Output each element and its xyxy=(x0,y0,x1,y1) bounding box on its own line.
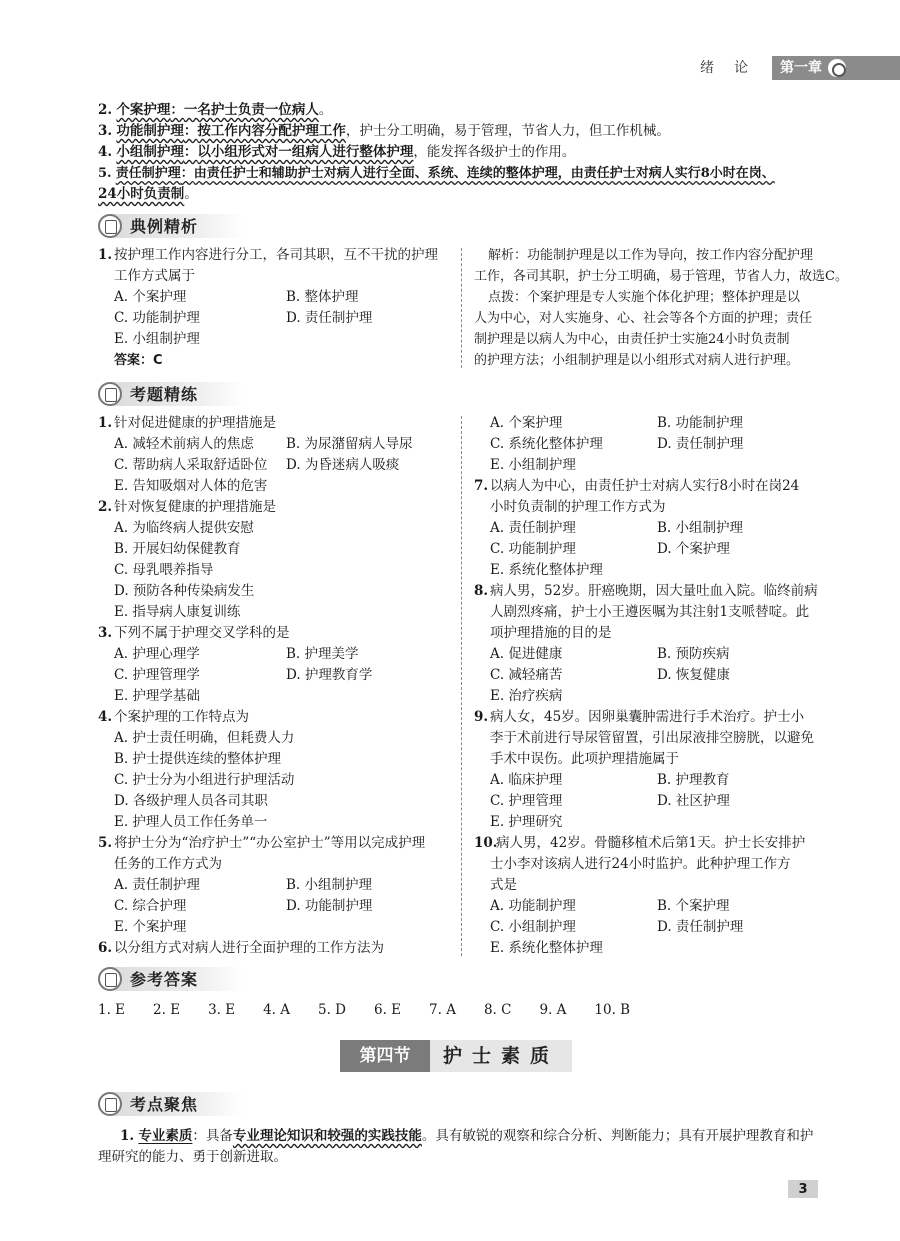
answer-item: 9. A xyxy=(539,1002,567,1018)
option: C. 护理管理学 xyxy=(114,667,200,683)
header-chapter-tab xyxy=(772,56,900,80)
option-row xyxy=(474,644,824,665)
option: E. 个案护理 xyxy=(114,919,187,935)
answer-item: 8. C xyxy=(483,1002,512,1018)
running-header xyxy=(700,56,900,80)
example-analysis: 解析：功能制护理是以工作为导向，按工作内容分配护理 工作，各司其职，护士分工明确，易于管理，节省人力，故选C。 点拨：个案护理是专人实施个体化护理；整体护理是以 人为中心，对人实施身、心、社会等各个方面的护理；责任 制护理是以病人为中心，由责任护士实施24小时负责制 的护理方法；小组制护理是以小组形式对病人进行护理。 xyxy=(474,248,848,368)
option: A. 减轻术前病人的焦虑 xyxy=(114,436,254,452)
option-row xyxy=(474,518,824,539)
option: E. 系统化整体护理 xyxy=(490,940,603,956)
keypoints-heading: 考点聚焦 xyxy=(98,1092,244,1116)
option: C. 功能制护理 xyxy=(490,541,576,557)
answers-heading: 参考答案 xyxy=(98,967,244,991)
option: E. 护理学基础 xyxy=(114,688,200,704)
practice-left-column xyxy=(98,413,458,959)
chapter-logo-icon xyxy=(828,59,846,77)
option: A. 责任制护理 xyxy=(490,520,576,536)
example-heading: 典例精析 xyxy=(98,214,244,238)
option-row xyxy=(98,896,458,917)
option-row xyxy=(474,665,824,686)
option-row xyxy=(474,770,824,791)
option: A. 临床护理 xyxy=(490,772,563,788)
option: D. 个案护理 xyxy=(657,541,730,557)
option: E. 告知吸烟对人体的危害 xyxy=(114,478,268,494)
column-divider xyxy=(461,416,462,956)
answer-item: 3. E xyxy=(208,1002,236,1018)
answer-item: 7. A xyxy=(429,1002,456,1018)
keypoint-item-1: 1. 专业素质：具备专业理论知识和较强的实践技能。具有敏锐的观察和综合分析、判断能力；具有开展护理教育和护 xyxy=(120,1128,814,1144)
option: B. 个案护理 xyxy=(657,898,730,914)
option: E. 指导病人康复训练 xyxy=(114,604,241,620)
header-chapter-label: 第一章 xyxy=(780,59,822,76)
intro-term: 个案护理 xyxy=(116,102,171,118)
question-stem-cont: 任务的工作方式为 xyxy=(114,856,222,872)
option: D. 为昏迷病人吸痰 xyxy=(286,457,400,473)
option: E. 护理人员工作任务单一 xyxy=(114,814,268,830)
option: B. 功能制护理 xyxy=(657,415,744,431)
option: D. 责任制护理 xyxy=(657,919,744,935)
option: A. 护士责任明确，但耗费人力 xyxy=(114,730,295,746)
question-stem-cont: 项护理措施的目的是 xyxy=(490,625,612,641)
question-stem: 7. 以病人为中心，由责任护士对病人实行8小时在岗24 xyxy=(474,478,800,494)
option-row xyxy=(474,896,824,917)
option: B. 护理教育 xyxy=(657,772,730,788)
practice-right-column xyxy=(474,413,824,959)
option: C. 护士分为小组进行护理活动 xyxy=(114,772,295,788)
option-row xyxy=(98,875,458,896)
keypoint-item-1-cont: 理研究的能力、勇于创新进取。 xyxy=(98,1149,287,1165)
option: C. 综合护理 xyxy=(114,898,187,914)
option-row xyxy=(474,791,824,812)
answer-item: 5. D xyxy=(318,1002,347,1018)
option: D. 责任制护理 xyxy=(657,436,744,452)
column-divider xyxy=(461,248,462,368)
question-stem-cont: 式是 xyxy=(490,877,517,893)
option: D. 恢复健康 xyxy=(657,667,730,683)
answer-item: 10. B xyxy=(594,1002,631,1018)
option-row xyxy=(474,539,824,560)
question-stem: 1. 针对促进健康的护理措施是 xyxy=(98,415,276,431)
option: C. 减轻痛苦 xyxy=(490,667,563,683)
option: B. 小组制护理 xyxy=(657,520,744,536)
answer-item: 2. E xyxy=(153,1002,181,1018)
header-section-title: 绪论 xyxy=(700,59,768,76)
option: D. 功能制护理 xyxy=(286,898,373,914)
option: B. 为尿潴留病人导尿 xyxy=(286,436,413,452)
option: A. 个案护理 xyxy=(490,415,563,431)
note-badge-icon xyxy=(98,1092,122,1116)
option-row xyxy=(98,644,458,665)
option-row xyxy=(98,455,458,476)
option: A. 护理心理学 xyxy=(114,646,200,662)
option: B. 开展妇幼保健教育 xyxy=(114,541,241,557)
option: D. 预防各种传染病发生 xyxy=(114,583,255,599)
intro-item-4: 4. 小组制护理：以小组形式对一组病人进行整体护理，能发挥各级护士的作用。 xyxy=(98,144,576,160)
option: C. 系统化整体护理 xyxy=(490,436,603,452)
intro-item-5: 5. 责任制护理：由责任护士和辅助护士对病人进行全面、系统、连续的整体护理，由责任护士对病人实行8小时在岗、 xyxy=(98,166,775,181)
option: A. 为临终病人提供安慰 xyxy=(114,520,254,536)
question-stem: 6. 以分组方式对病人进行全面护理的工作方法为 xyxy=(98,940,384,956)
question-stem: 10.病人男，42岁。骨髓移植术后第1天。护士长安排护 xyxy=(474,835,806,851)
question-stem: 9. 病人女，45岁。因卵巢囊肿需进行手术治疗。护士小 xyxy=(474,709,805,725)
intro-item-2: 2. 个案护理：一名护士负责一位病人。 xyxy=(98,102,333,118)
option-row xyxy=(98,434,458,455)
question-stem: 5. 将护士分为“治疗护士”“办公室护士”等用以完成护理 xyxy=(98,835,426,851)
note-badge-icon xyxy=(98,382,122,406)
question-stem-cont: 士小李对该病人进行24小时监护。此种护理工作方 xyxy=(490,856,791,872)
section-number: 第四节 xyxy=(340,1040,430,1072)
option: E. 系统化整体护理 xyxy=(490,562,603,578)
option: A. 责任制护理 xyxy=(114,877,200,893)
option: E. 护理研究 xyxy=(490,814,563,830)
option: C. 母乳喂养指导 xyxy=(114,562,214,578)
section-banner xyxy=(340,1040,572,1072)
option-row xyxy=(474,434,824,455)
option: D. 护理教育学 xyxy=(286,667,373,683)
option-row xyxy=(98,665,458,686)
intro-item-3: 3. 功能制护理：按工作内容分配护理工作，护士分工明确，易于管理，节省人力，但工作机械。 xyxy=(98,123,670,139)
section-title: 护士素质 xyxy=(430,1040,572,1072)
option: B. 小组制护理 xyxy=(286,877,373,893)
question-stem-cont: 小时负责制的护理工作方式为 xyxy=(490,499,666,515)
question-stem-cont: 手术中误伤。此项护理措施属于 xyxy=(490,751,679,767)
example-question: 1. 按护理工作内容进行分工，各司其职，互不干扰的护理 工作方式属于 A. 个案护理 B. 整体护理 C. 功能制护理 D. 责任制护理 E. 小组制护理 答案：C xyxy=(98,245,458,371)
question-stem: 3. 下列不属于护理交叉学科的是 xyxy=(98,625,290,641)
note-badge-icon xyxy=(98,214,122,238)
note-badge-icon xyxy=(98,967,122,991)
option: C. 帮助病人采取舒适卧位 xyxy=(114,457,268,473)
option: A. 促进健康 xyxy=(490,646,563,662)
question-stem: 8. 病人男，52岁。肝癌晚期，因大量吐血入院。临终前病 xyxy=(474,583,818,599)
practice-heading: 考题精练 xyxy=(98,382,244,406)
answer-item: 4. A xyxy=(263,1002,291,1018)
question-stem-cont: 李于术前进行导尿管留置，引出尿液排空膀胱，以避免 xyxy=(490,730,814,746)
option-row xyxy=(474,413,824,434)
option: C. 小组制护理 xyxy=(490,919,576,935)
question-stem: 2. 针对恢复健康的护理措施是 xyxy=(98,499,276,515)
answer-key xyxy=(98,1000,658,1021)
option: B. 护士提供连续的整体护理 xyxy=(114,751,282,767)
intro-item-5-cont: 24小时负责制。 xyxy=(98,186,198,202)
option: D. 各级护理人员各司其职 xyxy=(114,793,268,809)
question-stem-cont: 人剧烈疼痛，护士小王遵医嘱为其注射1支哌替啶。此 xyxy=(490,604,810,620)
option: B. 护理美学 xyxy=(286,646,359,662)
page-number: 3 xyxy=(788,1180,818,1198)
option: A. 功能制护理 xyxy=(490,898,576,914)
question-stem: 4. 个案护理的工作特点为 xyxy=(98,709,249,725)
answer-item: 6. E xyxy=(374,1002,402,1018)
option: D. 社区护理 xyxy=(657,793,730,809)
answer-item: 1. E xyxy=(98,1002,126,1018)
option: B. 预防疾病 xyxy=(657,646,730,662)
option: E. 小组制护理 xyxy=(490,457,576,473)
example-answer: 答案：C xyxy=(114,353,163,368)
option: E. 治疗疾病 xyxy=(490,688,563,704)
option-row xyxy=(474,917,824,938)
option: C. 护理管理 xyxy=(490,793,563,809)
